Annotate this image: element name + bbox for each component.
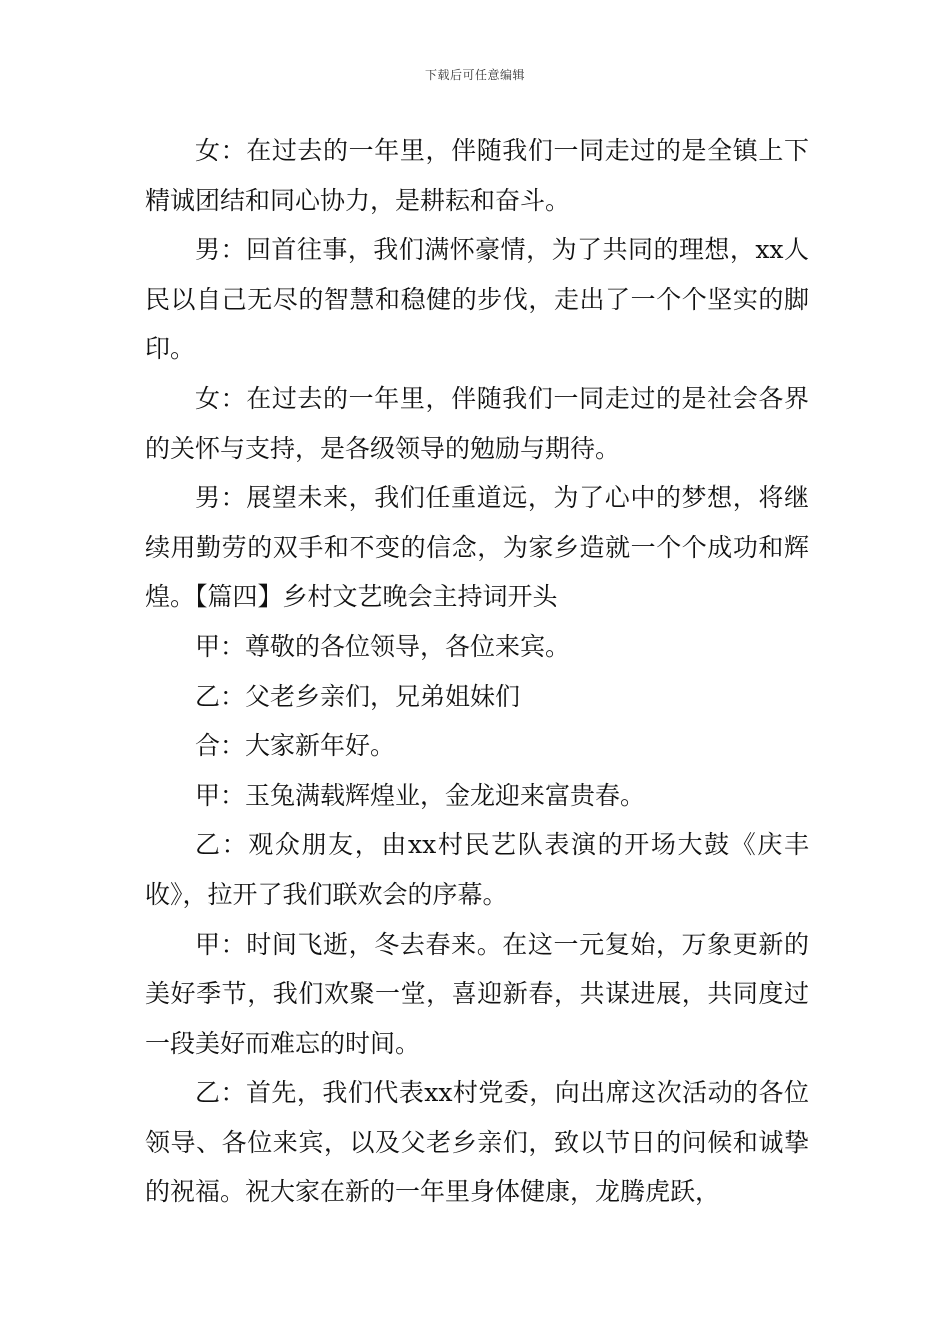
paragraph: 乙：父老乡亲们，兄弟姐妹们 [195, 681, 521, 711]
paragraph: 女：在过去的一年里，伴随我们一同走过的是社会各界的关怀与支持，是各级领导的勉励与期待。 [145, 383, 809, 463]
document-body [145, 126, 809, 1217]
paragraph: 女：在过去的一年里，伴随我们一同走过的是全镇上下精诚团结和同心协力，是耕耘和奋斗。 [145, 136, 809, 215]
paragraph: 甲：玉兔满载辉煌业，金龙迎来富贵春。 [195, 780, 646, 810]
page-header-note: 下载后可任意编辑 [424, 68, 525, 82]
paragraph: 男：回首往事，我们满怀豪情，为了共同的理想，xx人民以自己无尽的智慧和稳健的步伐，走出了一个个坚实的脚印。 [145, 235, 809, 364]
paragraph: 合：大家新年好。 [195, 731, 396, 761]
paragraph: 乙：首先，我们代表xx村党委，向出席这次活动的各位领导、各位来宾，以及父老乡亲们，致以节日的问候和诚挚的祝福。祝大家在新的一年里身体健康，龙腾虎跃， [145, 1078, 809, 1207]
paragraph: 男：展望未来，我们任重道远，为了心中的梦想，将继续用勤劳的双手和不变的信念，为家乡造就一个个成功和辉煌。【篇四】乡村文艺晚会主持词开头 [145, 483, 809, 612]
paragraph: 乙：观众朋友，由xx村民艺队表演的开场大鼓《庆丰收》，拉开了我们联欢会的序幕。 [145, 830, 809, 909]
paragraph: 甲：尊敬的各位领导，各位来宾。 [195, 631, 571, 661]
paragraph: 甲：时间飞逝，冬去春来。在这一元复始，万象更新的美好季节，我们欢聚一堂，喜迎新春，共谋进展，共同度过一段美好而难忘的时间。 [145, 929, 809, 1058]
